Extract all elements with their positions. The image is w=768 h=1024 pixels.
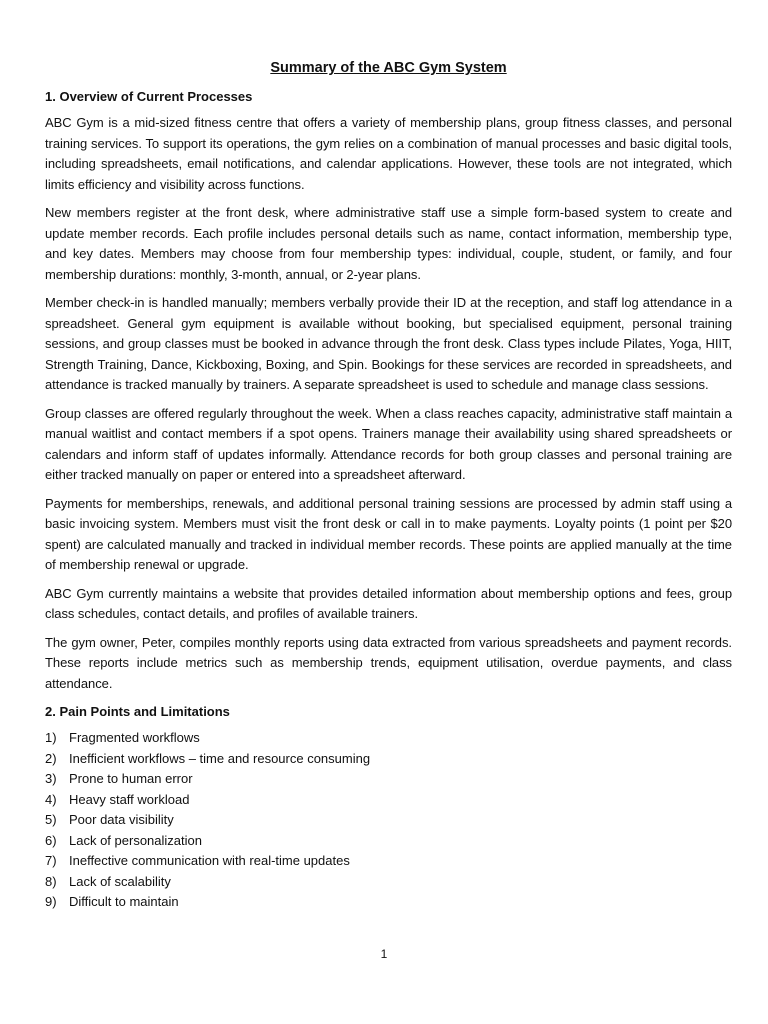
list-item bbox=[45, 769, 732, 790]
pain-points-list bbox=[45, 728, 732, 913]
list-item-text: Lack of scalability bbox=[69, 873, 171, 889]
list-item bbox=[45, 892, 732, 913]
paragraph: Member check-in is handled manually; members verbally provide their ID at the reception, and staff log attendance in a spreadsheet. General gym equipment is available without booking, but specialised equipment, personal training sessions, and group classes must be booked in advance through the front desk. Class types include Pilates, Yoga, HIIT, Strength Training, Dance, Kickboxing, Boxing, and Spin. Bookings for these services are recorded in spreadsheets, and attendance is tracked manually by trainers. A separate spreadsheet is used to schedule and manage class sessions. bbox=[45, 295, 732, 392]
list-item-number: 3) bbox=[45, 771, 57, 786]
document-page bbox=[45, 58, 732, 913]
list-item-text: Heavy staff workload bbox=[69, 791, 190, 807]
list-item-text: Poor data visibility bbox=[69, 812, 174, 827]
list-item bbox=[45, 790, 732, 811]
list-item-text: Difficult to maintain bbox=[69, 894, 179, 909]
list-item-text: Ineffective communication with real-time updates bbox=[69, 853, 350, 868]
list-item bbox=[45, 810, 732, 831]
list-item-number: 4) bbox=[45, 791, 57, 807]
page-number: 1 bbox=[380, 947, 388, 961]
list-item bbox=[45, 749, 732, 770]
list-item-number: 1) bbox=[45, 730, 57, 745]
paragraph: Group classes are offered regularly throughout the week. When a class reaches capacity, administrative staff maintain a manual waitlist and contact members if a spot opens. Trainers manage their availability using shared spreadsheets or calendars and inform staff of updates informally. Attendance records for both group classes and personal training are either tracked manually on paper or entered into a spreadsheet afterward. bbox=[45, 405, 732, 482]
list-item-number: 6) bbox=[45, 832, 57, 848]
paragraph: ABC Gym is a mid-sized fitness centre that offers a variety of membership plans, group fitness classes, and personal training services. To support its operations, the gym relies on a combination of manual processes and basic digital tools, including spreadsheets, email notifications, and calendar applications. However, these tools are not integrated, which limits efficiency and visibility across functions. bbox=[45, 115, 732, 192]
list-item-number: 9) bbox=[45, 894, 57, 909]
list-item bbox=[45, 851, 732, 872]
paragraph: New members register at the front desk, where administrative staff use a simple form-based system to create and update member records. Each profile includes personal details such as name, contact information, membership type, and key dates. Members may choose from four membership types: individual, couple, student, or family, and four membership durations: monthly, 3-month, annual, or 2-year plans. bbox=[45, 205, 732, 282]
list-item-text: Inefficient workflows – time and resource consuming bbox=[69, 750, 371, 766]
list-item bbox=[45, 831, 732, 852]
section-heading-pain-points: 2. Pain Points and Limitations bbox=[45, 704, 230, 719]
list-item-text: Lack of personalization bbox=[69, 832, 202, 848]
list-item-number: 7) bbox=[45, 853, 57, 868]
paragraph: The gym owner, Peter, compiles monthly reports using data extracted from various spreadsheets and payment records. These reports include metrics such as membership trends, equipment utilisation, overdue payments, and class attendance. bbox=[45, 634, 732, 691]
document-title: Summary of the ABC Gym System bbox=[270, 60, 507, 76]
paragraph: ABC Gym currently maintains a website that provides detailed information about membership options and fees, group class schedules, contact details, and profiles of available trainers. bbox=[45, 585, 732, 621]
list-item-number: 2) bbox=[45, 750, 57, 766]
list-item bbox=[45, 872, 732, 893]
section-heading-overview: 1. Overview of Current Processes bbox=[45, 89, 253, 104]
paragraph: Payments for memberships, renewals, and additional personal training sessions are processed by admin staff using a basic invoicing system. Members must visit the front desk or call in to make payments. Loyalty points (1 point per $20 spent) are calculated manually and tracked in individual member records. These points are applied manually at the time of membership renewal or upgrade. bbox=[45, 495, 732, 572]
list-item-text: Fragmented workflows bbox=[69, 730, 200, 745]
list-item-number: 5) bbox=[45, 812, 57, 827]
list-item-text: Prone to human error bbox=[69, 771, 193, 786]
list-item-number: 8) bbox=[45, 873, 57, 889]
list-item bbox=[45, 728, 732, 749]
